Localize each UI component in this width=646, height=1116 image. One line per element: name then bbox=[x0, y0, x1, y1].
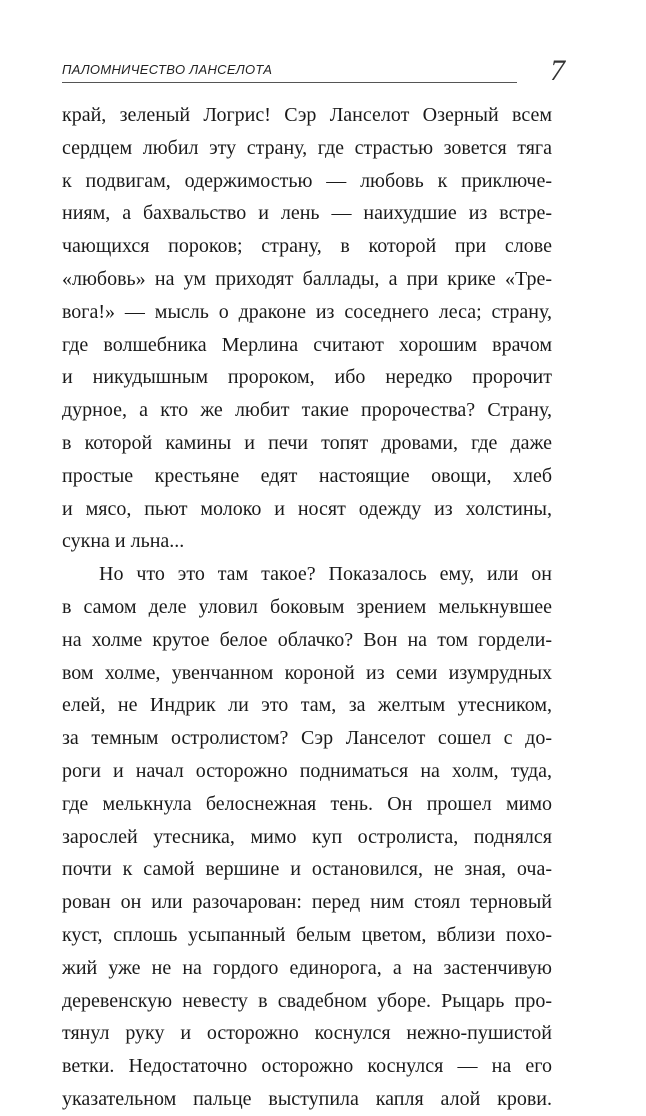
text-line: сердцем любил эту страну, где страстью зовется тяга bbox=[62, 136, 552, 159]
text-line: тянул руку и осторожно коснулся нежно-пушистой bbox=[62, 1022, 552, 1045]
text-line: «любовь» на ум приходят баллады, а при крике «Тре- bbox=[62, 267, 552, 290]
text-line: и мясо, пьют молоко и носят одежду из холстины, bbox=[62, 497, 552, 520]
text-line: ниям, а бахвальство и лень — наихудшие из встре- bbox=[62, 202, 552, 225]
text-line: сукна и льна... bbox=[62, 530, 185, 553]
text-line: в самом деле уловил боковым зрением мелькнувшее bbox=[62, 595, 552, 618]
text-line: к подвигам, одержимостью — любовь к приключе- bbox=[62, 169, 552, 192]
text-line: и никудышным пророком, ибо нередко пророчит bbox=[62, 366, 552, 389]
text-line: в которой камины и печи топят дровами, где даже bbox=[62, 431, 552, 454]
text-line: роги и начал осторожно подниматься на холм, туда, bbox=[62, 759, 552, 782]
page-number: 7 bbox=[550, 54, 565, 87]
running-head-title: ПАЛОМНИЧЕСТВО ЛАНСЕЛОТА bbox=[62, 62, 273, 77]
text-line: на холме крутое белое облачко? Вон на том гордели- bbox=[62, 628, 552, 651]
text-line: дурное, а кто же любит такие пророчества? Страну, bbox=[62, 399, 552, 422]
text-line: указательном пальце выступила капля алой крови. bbox=[62, 1087, 552, 1110]
text-line: край, зеленый Логрис! Сэр Ланселот Озерный всем bbox=[62, 104, 552, 126]
text-line: куст, сплошь усыпанный белым цветом, вблизи похо- bbox=[62, 923, 552, 946]
text-line: зарослей утесника, мимо куп остролиста, поднялся bbox=[62, 825, 552, 848]
text-line: вога!» — мысль о драконе из соседнего леса; страну, bbox=[62, 300, 552, 323]
text-line: рован он или разочарован: перед ним стоял терновый bbox=[62, 891, 552, 914]
text-line: деревенскую невесту в свадебном уборе. Рыцарь про- bbox=[62, 989, 552, 1012]
text-line: где волшебника Мерлина считают хорошим врачом bbox=[62, 333, 552, 356]
text-line: почти к самой вершине и остановился, не зная, оча- bbox=[62, 858, 552, 881]
body-text bbox=[62, 99, 552, 1116]
header-rule bbox=[62, 82, 517, 83]
text-line: ветки. Недостаточно осторожно коснулся — на его bbox=[62, 1055, 552, 1078]
text-line: вом холме, увенчанном короной из семи изумрудных bbox=[62, 661, 552, 684]
text-line: жий уже не на гордого единорога, а на застенчивую bbox=[62, 956, 552, 979]
text-line: чающихся пороков; страну, в которой при слове bbox=[62, 235, 552, 258]
text-line: елей, не Индрик ли это там, за желтым утесником, bbox=[62, 694, 552, 717]
text-line: за темным остролистом? Сэр Ланселот сошел с до- bbox=[62, 727, 552, 750]
text-line: Но что это там такое? Показалось ему, или он bbox=[99, 563, 552, 586]
text-line: где мелькнула белоснежная тень. Он прошел мимо bbox=[62, 792, 552, 815]
text-line: простые крестьяне едят настоящие овощи, хлеб bbox=[62, 464, 552, 487]
